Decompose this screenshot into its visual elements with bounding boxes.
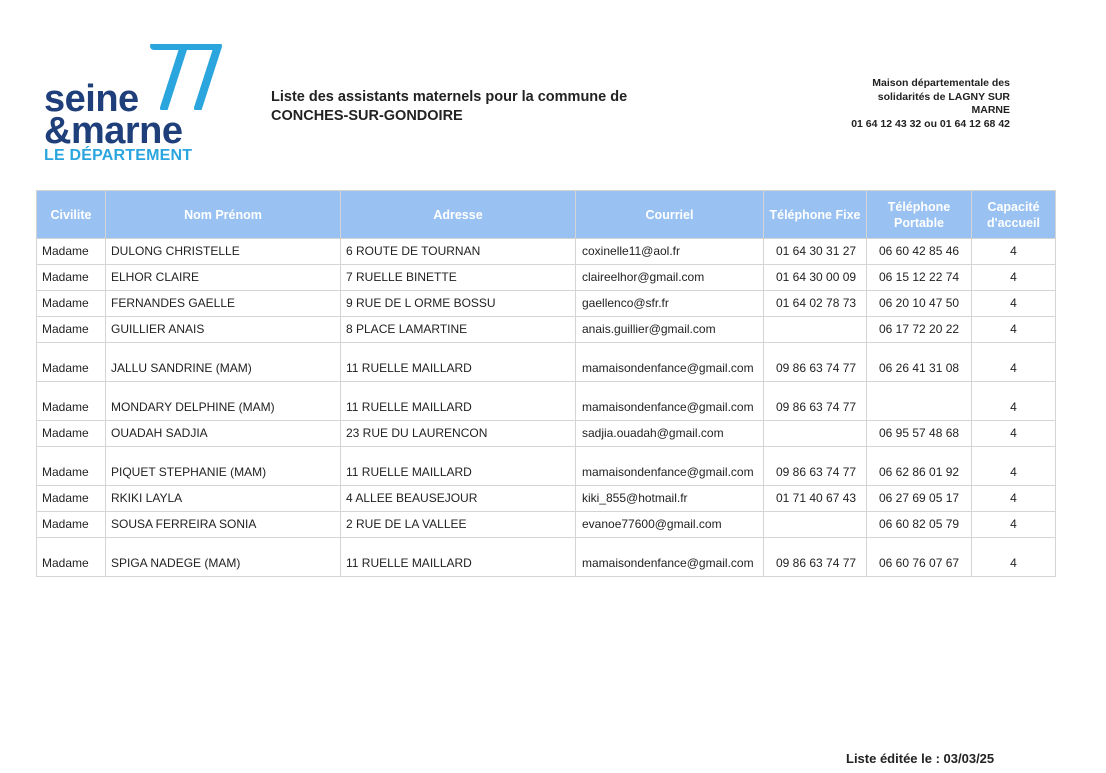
header-capacite: Capacité d'accueil xyxy=(972,191,1056,239)
cell-nom-prenom: GUILLIER ANAIS xyxy=(106,317,341,343)
cell-courriel: claireelhor@gmail.com xyxy=(576,265,764,291)
cell-courriel: coxinelle11@aol.fr xyxy=(576,239,764,265)
cell-civilite: Madame xyxy=(37,538,106,577)
cell-telephone-fixe: 01 71 40 67 43 xyxy=(764,486,867,512)
cell-telephone-portable: 06 95 57 48 68 xyxy=(867,421,972,447)
header-civilite: Civilite xyxy=(37,191,106,239)
cell-adresse: 6 ROUTE DE TOURNAN xyxy=(341,239,576,265)
cell-nom-prenom: MONDARY DELPHINE (MAM) xyxy=(106,382,341,421)
logo-text-seine: seine xyxy=(44,78,139,120)
cell-telephone-portable: 06 62 86 01 92 xyxy=(867,447,972,486)
office-phone: 01 64 12 43 32 ou 01 64 12 68 42 xyxy=(851,117,1010,130)
cell-civilite: Madame xyxy=(37,486,106,512)
header-nom-prenom: Nom Prénom xyxy=(106,191,341,239)
cell-courriel: mamaisondenfance@gmail.com xyxy=(576,538,764,577)
cell-telephone-portable xyxy=(867,382,972,421)
document-title xyxy=(271,88,691,126)
cell-adresse: 2 RUE DE LA VALLEE xyxy=(341,512,576,538)
cell-nom-prenom: FERNANDES GAELLE xyxy=(106,291,341,317)
cell-adresse: 11 RUELLE MAILLARD xyxy=(341,538,576,577)
header-telephone-fixe: Téléphone Fixe xyxy=(764,191,867,239)
cell-courriel: anais.guillier@gmail.com xyxy=(576,317,764,343)
cell-civilite: Madame xyxy=(37,343,106,382)
cell-nom-prenom: PIQUET STEPHANIE (MAM) xyxy=(106,447,341,486)
cell-telephone-portable: 06 26 41 31 08 xyxy=(867,343,972,382)
cell-civilite: Madame xyxy=(37,382,106,421)
cell-telephone-portable: 06 20 10 47 50 xyxy=(867,291,972,317)
office-line-2: solidarités de LAGNY SUR xyxy=(877,90,1010,103)
cell-adresse: 9 RUE DE L ORME BOSSU xyxy=(341,291,576,317)
logo-77-mark xyxy=(150,44,222,110)
cell-civilite: Madame xyxy=(37,291,106,317)
office-contact xyxy=(790,77,1010,131)
cell-telephone-portable: 06 60 76 07 67 xyxy=(867,538,972,577)
cell-telephone-fixe: 09 86 63 74 77 xyxy=(764,343,867,382)
logo-text-departement: LE DÉPARTEMENT xyxy=(44,147,193,164)
cell-courriel: mamaisondenfance@gmail.com xyxy=(576,447,764,486)
cell-civilite: Madame xyxy=(37,265,106,291)
cell-telephone-portable: 06 60 42 85 46 xyxy=(867,239,972,265)
table-row xyxy=(37,421,1056,447)
cell-civilite: Madame xyxy=(37,447,106,486)
cell-nom-prenom: SPIGA NADEGE (MAM) xyxy=(106,538,341,577)
cell-nom-prenom: DULONG CHRISTELLE xyxy=(106,239,341,265)
table-header xyxy=(37,191,1056,239)
table-row xyxy=(37,265,1056,291)
cell-nom-prenom: RKIKI LAYLA xyxy=(106,486,341,512)
cell-telephone-fixe: 09 86 63 74 77 xyxy=(764,447,867,486)
office-line-3: MARNE xyxy=(971,104,1010,116)
cell-capacite: 4 xyxy=(972,447,1056,486)
header-telephone-portable: Téléphone Portable xyxy=(867,191,972,239)
cell-courriel: mamaisondenfance@gmail.com xyxy=(576,343,764,382)
cell-telephone-fixe: 01 64 30 31 27 xyxy=(764,239,867,265)
cell-telephone-fixe xyxy=(764,317,867,343)
cell-courriel: sadjia.ouadah@gmail.com xyxy=(576,421,764,447)
cell-capacite: 4 xyxy=(972,421,1056,447)
table-row xyxy=(37,486,1056,512)
cell-civilite: Madame xyxy=(37,317,106,343)
cell-capacite: 4 xyxy=(972,317,1056,343)
document-title-line-2: CONCHES-SUR-GONDOIRE xyxy=(271,108,463,124)
cell-telephone-fixe: 09 86 63 74 77 xyxy=(764,382,867,421)
header-courriel: Courriel xyxy=(576,191,764,239)
table-row xyxy=(37,317,1056,343)
cell-adresse: 11 RUELLE MAILLARD xyxy=(341,343,576,382)
cell-courriel: gaellenco@sfr.fr xyxy=(576,291,764,317)
cell-capacite: 4 xyxy=(972,265,1056,291)
cell-capacite: 4 xyxy=(972,343,1056,382)
seine-et-marne-logo xyxy=(44,44,224,169)
cell-courriel: mamaisondenfance@gmail.com xyxy=(576,382,764,421)
table-row xyxy=(37,382,1056,421)
cell-telephone-portable: 06 27 69 05 17 xyxy=(867,486,972,512)
assistants-table xyxy=(36,190,1056,577)
cell-courriel: evanoe77600@gmail.com xyxy=(576,512,764,538)
cell-nom-prenom: SOUSA FERREIRA SONIA xyxy=(106,512,341,538)
cell-capacite: 4 xyxy=(972,512,1056,538)
cell-adresse: 4 ALLEE BEAUSEJOUR xyxy=(341,486,576,512)
cell-nom-prenom: ELHOR CLAIRE xyxy=(106,265,341,291)
cell-telephone-portable: 06 60 82 05 79 xyxy=(867,512,972,538)
cell-courriel: kiki_855@hotmail.fr xyxy=(576,486,764,512)
cell-adresse: 8 PLACE LAMARTINE xyxy=(341,317,576,343)
cell-civilite: Madame xyxy=(37,512,106,538)
document-title-line-1: Liste des assistants maternels pour la commune de xyxy=(271,89,628,105)
cell-capacite: 4 xyxy=(972,291,1056,317)
cell-adresse: 11 RUELLE MAILLARD xyxy=(341,447,576,486)
office-line-1: Maison départementale des xyxy=(872,77,1010,89)
logo-text-marne: &marne xyxy=(44,110,183,152)
table-body xyxy=(37,239,1056,577)
table-row xyxy=(37,512,1056,538)
cell-adresse: 11 RUELLE MAILLARD xyxy=(341,382,576,421)
cell-telephone-fixe: 01 64 30 00 09 xyxy=(764,265,867,291)
cell-telephone-portable: 06 15 12 22 74 xyxy=(867,265,972,291)
cell-capacite: 4 xyxy=(972,486,1056,512)
cell-adresse: 7 RUELLE BINETTE xyxy=(341,265,576,291)
cell-nom-prenom: OUADAH SADJIA xyxy=(106,421,341,447)
cell-telephone-portable: 06 17 72 20 22 xyxy=(867,317,972,343)
cell-civilite: Madame xyxy=(37,239,106,265)
cell-capacite: 4 xyxy=(972,538,1056,577)
cell-telephone-fixe: 09 86 63 74 77 xyxy=(764,538,867,577)
cell-capacite: 4 xyxy=(972,239,1056,265)
table-row xyxy=(37,291,1056,317)
cell-nom-prenom: JALLU SANDRINE (MAM) xyxy=(106,343,341,382)
table-row xyxy=(37,239,1056,265)
table-row xyxy=(37,343,1056,382)
cell-capacite: 4 xyxy=(972,382,1056,421)
cell-telephone-fixe xyxy=(764,512,867,538)
cell-adresse: 23 RUE DU LAURENCON xyxy=(341,421,576,447)
header-adresse: Adresse xyxy=(341,191,576,239)
cell-telephone-fixe: 01 64 02 78 73 xyxy=(764,291,867,317)
cell-telephone-fixe xyxy=(764,421,867,447)
edition-date: Liste éditée le : 03/03/25 xyxy=(846,751,995,766)
table-row xyxy=(37,538,1056,577)
table-row xyxy=(37,447,1056,486)
cell-civilite: Madame xyxy=(37,421,106,447)
